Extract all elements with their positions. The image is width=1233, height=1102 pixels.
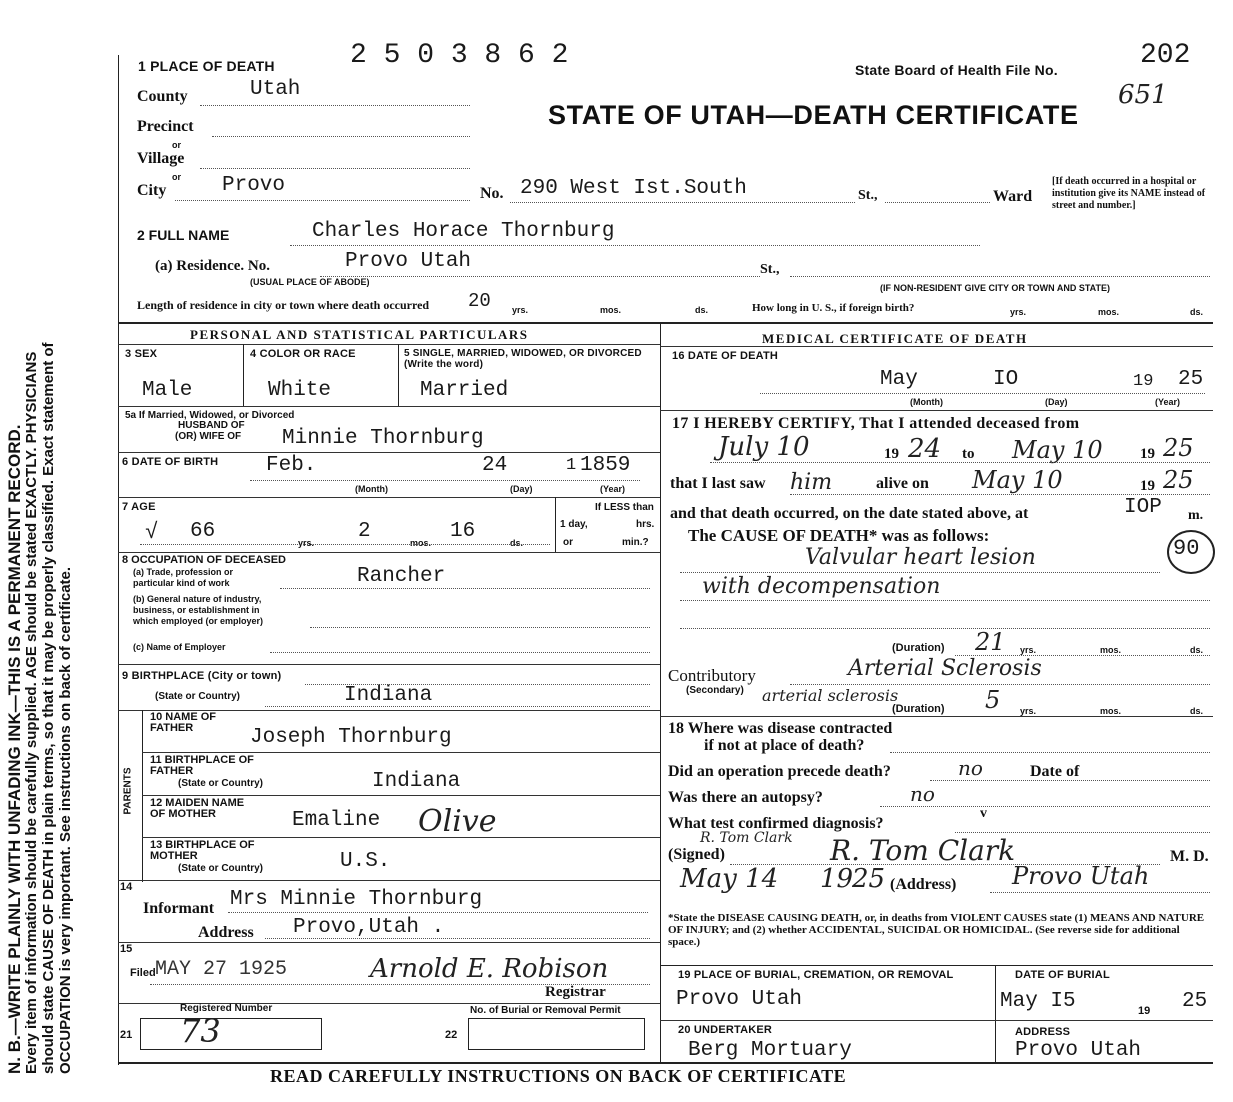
race-value: White	[268, 379, 332, 402]
dob-month-caption: (Month)	[355, 484, 388, 494]
occupation-c: (c) Name of Employer	[133, 642, 226, 652]
occupation-a1: (a) Trade, profession or	[133, 567, 234, 577]
death-time: IOP	[1124, 496, 1162, 519]
age-line	[140, 544, 550, 545]
burial-place-label: 19 PLACE OF BURIAL, CREMATION, OR REMOVAL	[678, 969, 954, 981]
dob-year-prefix: 1	[566, 456, 577, 475]
mother-birthplace-value: U.S.	[340, 850, 391, 873]
undertaker-value: Berg Mortuary	[688, 1039, 852, 1062]
duration-1-ds: ds.	[1190, 645, 1204, 655]
cause-line-1-rule	[680, 572, 1160, 573]
sidebar-line-4: OCCUPATION is very important. See instructions on back of certificate.	[57, 566, 74, 1074]
from-year-prefix: 19	[884, 446, 899, 462]
or-label-1: or	[172, 140, 181, 150]
village-label: Village	[137, 150, 185, 167]
us-ds-label: ds.	[1190, 307, 1204, 317]
age-ds-label: ds.	[510, 538, 524, 548]
us-mos-label: mos.	[1098, 307, 1120, 317]
residence-city-line	[790, 276, 1210, 277]
dob-label: 6 DATE OF BIRTH	[122, 456, 219, 468]
death-day-caption: (Day)	[1045, 397, 1068, 407]
lessthan-or: or	[563, 537, 573, 548]
file-number-label: State Board of Health File No.	[855, 62, 1058, 78]
spouse-label-b: HUSBAND OF	[178, 420, 245, 431]
us-yrs-label: yrs.	[1010, 307, 1027, 317]
burial-date-label: DATE OF BURIAL	[1015, 969, 1110, 981]
dob-day: 24	[482, 454, 508, 477]
date-of-death-label: 16 DATE OF DEATH	[672, 350, 779, 362]
operation-date-label: Date of	[1030, 763, 1080, 780]
autopsy-label: Was there an autopsy?	[668, 789, 823, 806]
burial-place-value: Provo Utah	[676, 988, 803, 1011]
certificate-title: STATE OF UTAH—DEATH CERTIFICATE	[548, 100, 1079, 130]
item-22-number: 22	[445, 1029, 458, 1041]
registered-number-box	[140, 1018, 322, 1050]
alive-on-label: alive on	[876, 475, 929, 492]
occupation-value: Rancher	[357, 565, 446, 588]
occupation-a2: particular kind of work	[133, 578, 230, 588]
item-14-number: 14	[120, 881, 133, 893]
contributory-value: Arterial Sclerosis	[848, 656, 1042, 681]
lessthan-hrs: hrs.	[636, 519, 655, 530]
occupation-b1: (b) General nature of industry,	[133, 594, 262, 604]
undertaker-address-label: ADDRESS	[1015, 1026, 1071, 1038]
father-value: Joseph Thornburg	[250, 726, 452, 749]
physician-address: Provo Utah	[1012, 862, 1150, 890]
to-year-prefix: 19	[1140, 446, 1155, 462]
street-value: 290 West Ist.South	[520, 177, 747, 200]
occupation-line	[280, 588, 650, 589]
duration-1: 21	[975, 628, 1006, 656]
place-of-death-label: 1 PLACE OF DEATH	[138, 58, 275, 74]
mother-birthplace-label: 13 BIRTHPLACE OF MOTHER	[150, 839, 255, 862]
physician-signature: R. Tom Clark	[830, 834, 1016, 867]
occupation-row-bottom	[118, 664, 660, 665]
cause-code: 90	[1173, 536, 1200, 561]
informant-address-label: Address	[198, 924, 254, 941]
length-ds-label: ds.	[695, 305, 709, 315]
death-month: May	[880, 368, 918, 391]
residence-value: Provo Utah	[345, 250, 472, 273]
dob-month: Feb.	[266, 454, 317, 477]
physician-address-label: (Address)	[890, 876, 957, 893]
test-line	[955, 832, 1210, 833]
death-date-row-bottom	[660, 410, 1213, 411]
city-value: Provo	[222, 174, 286, 197]
spouse-label-c: (OR) WIFE OF	[175, 431, 242, 442]
last-saw-pronoun: him	[790, 470, 833, 495]
sidebar-line-3: should state CAUSE OF DEATH in plain terms, so that it may be properly classified. Exact statement of	[40, 342, 57, 1074]
parents-divider	[142, 710, 143, 882]
dob-day-caption: (Day)	[510, 484, 533, 494]
occupation-b3: which employed (or employer)	[133, 616, 264, 626]
sex-race-divider	[243, 344, 244, 406]
autopsy-line	[880, 806, 1210, 807]
st-label: St.,	[858, 188, 878, 203]
sex-row-bottom	[118, 406, 660, 407]
burial-divider	[995, 965, 996, 1062]
burial-permit-box	[468, 1018, 645, 1050]
residence-label: (a) Residence. No.	[155, 258, 270, 274]
item-21-number: 21	[120, 1029, 133, 1041]
medical-bottom	[660, 965, 1213, 966]
cause-label: The CAUSE OF DEATH* was as follows:	[688, 526, 990, 545]
operation-value: no	[958, 756, 983, 780]
personal-heading: PERSONAL AND STATISTICAL PARTICULARS	[190, 327, 529, 342]
sidebar-instructions	[6, 54, 74, 1074]
marital-label: 5 SINGLE, MARRIED, WIDOWED, OR DIVORCED (Write the word)	[404, 348, 642, 370]
ward-note: [If death occurred in a hospital or institution give its NAME instead of street and number.]	[1052, 176, 1206, 211]
informant-label: Informant	[143, 900, 215, 917]
death-day: IO	[993, 368, 1019, 391]
usual-abode-label: (USUAL PLACE OF ABODE)	[250, 277, 370, 287]
from-year: 24	[908, 434, 942, 464]
dob-row-bottom	[118, 497, 660, 498]
occupation-label: 8 OCCUPATION OF DECEASED	[122, 554, 286, 566]
county-line	[200, 105, 470, 106]
last-saw-label: that I last saw	[670, 475, 766, 492]
residence-line	[320, 276, 760, 277]
city-line	[175, 200, 470, 201]
duration-2-ds: ds.	[1190, 706, 1204, 716]
autopsy-value: no	[910, 782, 935, 806]
death-occurred-label: and that death occurred, on the date stated above, at	[670, 505, 1029, 522]
street-line	[510, 202, 855, 203]
cause-line-3-rule	[680, 628, 1210, 629]
parents-label: PARENTS	[122, 767, 134, 815]
race-label: 4 COLOR OR RACE	[250, 348, 356, 360]
filed-label: Filed	[130, 967, 156, 979]
attended-from: July 10	[718, 432, 810, 462]
death-date-line	[760, 393, 1205, 394]
residence-st-label: St.,	[760, 262, 780, 277]
medical-heading-line	[660, 346, 1213, 347]
county-value: Utah	[250, 78, 301, 101]
contributory-secondary: arterial sclerosis	[762, 686, 899, 705]
secondary-label: (Secondary)	[686, 685, 744, 696]
certify-label: 17 I HEREBY CERTIFY, That I attended deceased from	[672, 415, 1080, 432]
personal-heading-line	[118, 344, 660, 345]
marital-value: Married	[420, 379, 509, 402]
spouse-value: Minnie Thornburg	[282, 427, 484, 450]
duration-label-2: (Duration)	[892, 703, 945, 715]
death-year-prefix: 19	[1133, 372, 1154, 391]
footer-instructions: READ CAREFULLY INSTRUCTIONS ON BACK OF CERTIFICATE	[270, 1066, 847, 1086]
file-number-handwritten: 651	[1118, 80, 1168, 110]
age-days: 16	[450, 520, 476, 543]
contributory-row-bottom	[660, 716, 1213, 717]
file-number: 202	[1140, 40, 1191, 71]
occupation-b2: business, or establishment in	[133, 605, 260, 615]
sidebar-line-2: Every item of information should be carefully supplied. AGE should be stated EXACTLY. PHYSICIANS	[23, 351, 40, 1074]
duration-2-mos: mos.	[1100, 706, 1122, 716]
precinct-line	[212, 136, 470, 137]
signed-label: (Signed)	[668, 846, 725, 863]
signature-year: 25	[852, 864, 886, 894]
lessthan-label: If LESS than	[595, 502, 654, 513]
age-mos-label: mos.	[410, 538, 432, 548]
mother-bp-row-bottom	[118, 880, 660, 881]
death-year-caption: (Year)	[1155, 397, 1181, 407]
birthplace-state-line	[265, 706, 650, 707]
test-mark: v	[980, 806, 987, 821]
q18-line-2: if not at place of death?	[704, 737, 865, 754]
or-label-2: or	[172, 172, 181, 182]
duration-1-mos: mos.	[1100, 645, 1122, 655]
lessthan-min: min.?	[622, 537, 649, 548]
medical-heading: MEDICAL CERTIFICATE OF DEATH	[762, 331, 1028, 346]
spouse-row-bottom	[118, 452, 660, 453]
birthplace-value: Indiana	[344, 684, 433, 707]
length-residence-label: Length of residence in city or town where death occurred	[137, 298, 430, 312]
signed-prefix: R. Tom Clark	[700, 830, 793, 846]
attended-to: May 10	[1012, 436, 1103, 464]
item-15-number: 15	[120, 943, 133, 955]
undertaker-address-value: Provo Utah	[1015, 1039, 1142, 1062]
alive-date: May 10	[972, 466, 1063, 494]
father-row-bottom	[142, 752, 660, 753]
death-year: 25	[1178, 368, 1204, 391]
age-yrs-label: yrs.	[298, 538, 315, 548]
age-years: 66	[190, 520, 216, 543]
alive-year: 25	[1163, 466, 1194, 494]
birthplace-state-label: (State or Country)	[155, 691, 240, 702]
contributory-line	[790, 684, 1210, 685]
informant-line	[228, 912, 648, 913]
burial-permit-label: No. of Burial or Removal Permit	[470, 1005, 621, 1016]
informant-value: Mrs Minnie Thornburg	[230, 888, 483, 911]
dob-line	[250, 480, 640, 481]
death-month-caption: (Month)	[910, 397, 943, 407]
contributory-label: Contributory	[668, 666, 756, 685]
mother-first-name: Emaline	[292, 809, 381, 832]
burial-date-value: May I5	[1000, 990, 1076, 1013]
burial-year: 25	[1182, 990, 1208, 1013]
to-label: to	[962, 446, 975, 462]
lessthan-day: 1 day,	[560, 519, 588, 530]
age-check: √	[145, 520, 159, 545]
dob-year: 1859	[580, 454, 631, 477]
father-birthplace-state: (State or Country)	[178, 778, 263, 789]
age-months: 2	[358, 520, 371, 543]
cause-line-2: with decompensation	[702, 574, 941, 599]
age-row-bottom	[118, 552, 660, 553]
alive-line	[790, 494, 1210, 495]
md-label: M. D.	[1170, 848, 1209, 865]
occupation-b-line	[310, 627, 650, 628]
frame-middle	[660, 322, 661, 1064]
cause-line-1: Valvular heart lesion	[805, 545, 1036, 570]
father-label: 10 NAME OF FATHER	[150, 711, 217, 734]
st-line	[885, 202, 990, 203]
age-label: 7 AGE	[122, 501, 156, 513]
race-marital-divider	[398, 344, 399, 406]
frame-left	[118, 55, 119, 1065]
to-year: 25	[1163, 434, 1194, 462]
attended-line	[710, 462, 1210, 463]
serial-number: 2 5 0 3 8 6 2	[350, 40, 569, 71]
employer-line	[270, 652, 650, 653]
city-label: City	[137, 182, 167, 199]
burial-year-prefix: 19	[1138, 1005, 1151, 1017]
informant-row-bottom	[118, 942, 660, 943]
operation-line	[930, 780, 1210, 781]
mother-birthplace-state: (State or Country)	[178, 863, 263, 874]
sex-label: 3 SEX	[125, 348, 158, 360]
length-yrs-label: yrs.	[512, 305, 529, 315]
spouse-label-a: 5a If Married, Widowed, or Divorced	[125, 410, 295, 421]
mother-last-name: Olive	[418, 804, 497, 839]
filed-stamp: MAY 27 1925	[155, 958, 288, 981]
full-name-label: 2 FULL NAME	[137, 227, 230, 243]
full-name-line	[290, 245, 980, 246]
sidebar-line-1: N. B.—WRITE PLAINLY WITH UNFADING INK—THIS IS A PERMANENT RECORD.	[5, 424, 24, 1074]
duration-label-1: (Duration)	[892, 642, 945, 654]
ward-label: Ward	[993, 188, 1033, 205]
alive-year-prefix: 19	[1140, 478, 1155, 494]
street-number-label: No.	[480, 185, 504, 202]
sex-value: Male	[142, 379, 193, 402]
birthplace-label: 9 BIRTHPLACE (City or town)	[122, 670, 282, 682]
full-name-value: Charles Horace Thornburg	[312, 220, 615, 243]
father-birthplace-label: 11 BIRTHPLACE OF FATHER	[150, 754, 254, 777]
signature-year-prefix: 19	[820, 864, 854, 894]
test-label: What test confirmed diagnosis?	[668, 815, 884, 832]
age-lessthan-divider	[555, 497, 556, 552]
cause-line-2-rule	[680, 600, 1210, 601]
undertaker-label: 20 UNDERTAKER	[678, 1024, 773, 1036]
dob-year-caption: (Year)	[600, 484, 626, 494]
us-residence-label: How long in U. S., if foreign birth?	[752, 302, 915, 314]
duration-2: 5	[985, 686, 1001, 714]
physician-address-line	[990, 892, 1210, 893]
frame-top-divider	[118, 322, 1213, 324]
frame-bottom	[118, 1062, 1213, 1064]
village-line	[200, 168, 470, 169]
precinct-label: Precinct	[137, 118, 194, 135]
q18-line-1: 18 Where was disease contracted	[668, 720, 893, 737]
nonresident-label: (IF NON-RESIDENT GIVE CITY OR TOWN AND STATE)	[880, 283, 1111, 293]
duration-2-yrs: yrs.	[1020, 706, 1037, 716]
operation-label: Did an operation precede death?	[668, 763, 891, 780]
mother-label: 12 MAIDEN NAME OF MOTHER	[150, 797, 245, 820]
county-label: County	[137, 88, 188, 105]
length-mos-label: mos.	[600, 305, 622, 315]
length-residence-years: 20	[468, 290, 491, 312]
informant-address-line	[265, 938, 650, 939]
registrar-signature: Arnold E. Robison	[370, 954, 609, 984]
mother-row-bottom	[142, 837, 660, 838]
registrar-label: Registrar	[545, 984, 606, 1000]
registered-number-value: 73	[180, 1012, 221, 1050]
father-birthplace-value: Indiana	[372, 770, 461, 793]
cause-footnote: *State the DISEASE CAUSING DEATH, or, in deaths from VIOLENT CAUSES state (1) MEANS AND NATURE OF INJURY; and (2) whether ACCIDENTAL, SUICIDAL OR HOMICIDAL. (See reverse side for additional space.)	[668, 912, 1205, 948]
registered-number-label: Registered Number	[180, 1003, 273, 1014]
death-time-m: m.	[1188, 508, 1204, 523]
q18-line	[890, 752, 1210, 753]
father-bp-row-bottom	[142, 795, 660, 796]
burial-row-bottom	[660, 1020, 1213, 1021]
signature-date: May 14	[680, 864, 779, 894]
informant-address-value: Provo,Utah .	[293, 916, 445, 939]
duration-1-yrs: yrs.	[1020, 645, 1037, 655]
